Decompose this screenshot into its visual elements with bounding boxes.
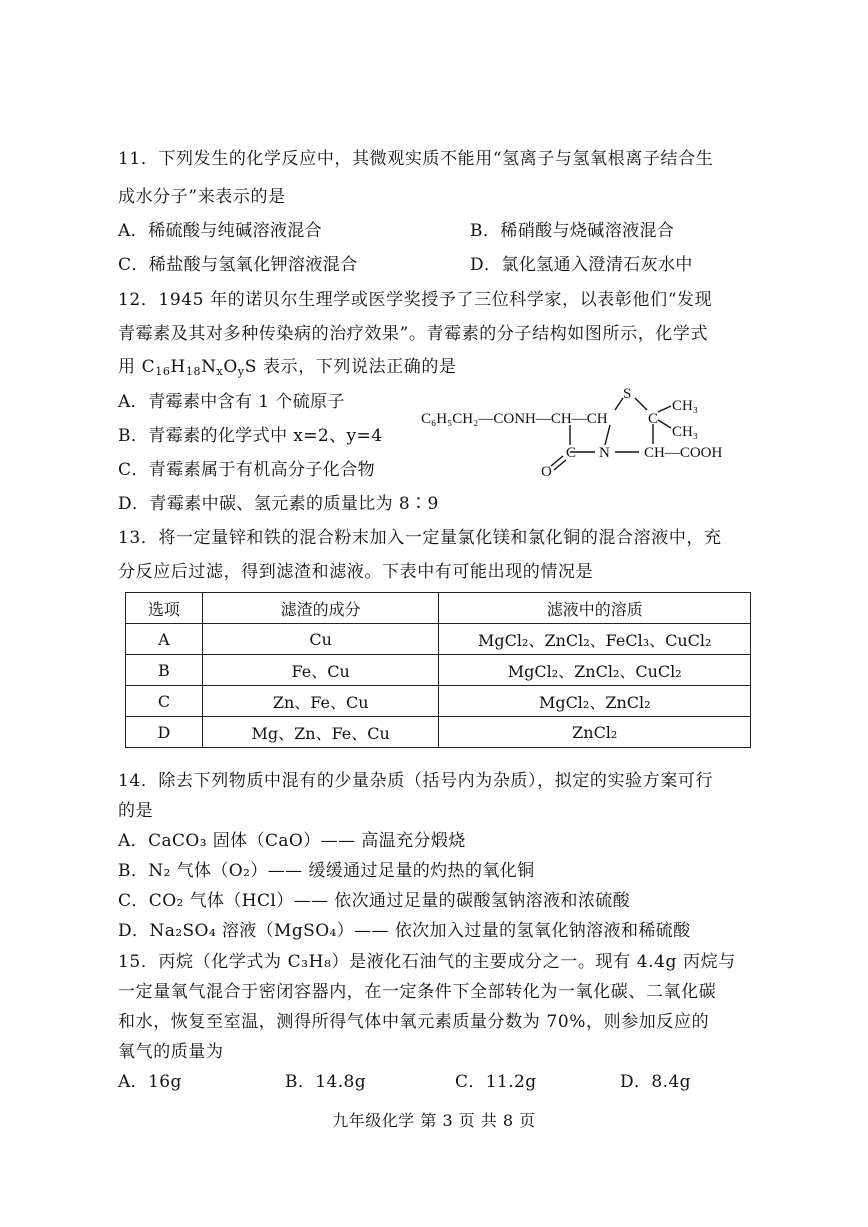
q11-option-a: A．稀硫酸与纯碱溶液混合 bbox=[118, 221, 323, 241]
cell-filtrate: ZnCl₂ bbox=[439, 717, 751, 748]
q11-option-b: B．稀硝酸与烧碱溶液混合 bbox=[470, 221, 675, 241]
header-option: 选项 bbox=[126, 593, 203, 624]
bond-s-c bbox=[635, 398, 647, 410]
table-row bbox=[126, 686, 751, 717]
q11-stem-line2: 成水分子”来表示的是 bbox=[118, 187, 286, 207]
q11-option-c: C．稀盐酸与氢氧化钾溶液混合 bbox=[118, 255, 358, 275]
q12-stem-line1: 12．1945 年的诺贝尔生理学或医学奖授予了三位科学家，以表彰他们“发现 bbox=[118, 290, 713, 310]
cell-option: B bbox=[126, 655, 203, 686]
q13-stem-line2: 分反应后过滤，得到滤渣和滤液。下表中有可能出现的情况是 bbox=[118, 562, 594, 582]
bond-ch-n bbox=[605, 425, 610, 445]
nitrogen-label: N bbox=[599, 445, 610, 461]
q14-option-d: D．Na₂SO₄ 溶液（MgSO₄）—— 依次加入过量的氢氧化钠溶液和稀硫酸 bbox=[118, 921, 691, 941]
table-header-row bbox=[126, 593, 751, 624]
side-chain-label: C₆H₅CH₂—CONH—CH—CH bbox=[421, 411, 608, 427]
q15-stem-line1: 15．丙烷（化学式为 C₃H₈）是液化石油气的主要成分之一。现有 4.4g 丙烷与 bbox=[118, 952, 736, 972]
q14-stem-line2: 的是 bbox=[118, 801, 154, 821]
penicillin-formula: $C_{16}H_{18}N_xO_yS$ bbox=[141, 357, 257, 378]
cell-residue: Mg、Zn、Fe、Cu bbox=[202, 717, 439, 748]
cell-option: C bbox=[126, 686, 203, 717]
q13-stem-line1: 13．将一定量锌和铁的混合粉末加入一定量氯化镁和氯化铜的混合溶液中，充 bbox=[118, 528, 722, 548]
cell-residue: Fe、Cu bbox=[202, 655, 439, 686]
table-row bbox=[126, 717, 751, 748]
cell-filtrate: MgCl₂、ZnCl₂、FeCl₃、CuCl₂ bbox=[439, 624, 751, 655]
q15-stem-line2: 一定量氧气混合于密闭容器内，在一定条件下全部转化为一氧化碳、二氧化碳 bbox=[118, 982, 717, 1002]
cell-residue: Zn、Fe、Cu bbox=[202, 686, 439, 717]
header-filtrate: 滤液中的溶质 bbox=[439, 593, 751, 624]
q14-option-c: C．CO₂ 气体（HCl）—— 依次通过足量的碳酸氢钠溶液和浓硫酸 bbox=[118, 891, 631, 911]
table-row bbox=[126, 655, 751, 686]
q15-option-a: A．16g bbox=[118, 1072, 182, 1092]
bond-c-ch3-top bbox=[658, 406, 671, 412]
q14-option-b: B．N₂ 气体（O₂）—— 缓缓通过足量的灼热的氧化铜 bbox=[118, 861, 535, 881]
ring-carbon-label: C bbox=[648, 411, 659, 427]
bond-c-ch3-bottom bbox=[658, 420, 671, 428]
penicillin-structure-diagram bbox=[415, 388, 745, 488]
q11-stem-line1: 11．下列发生的化学反应中，其微观实质不能用“氢离子与氢氧根离子结合生 bbox=[118, 149, 714, 169]
q12-stem-line2: 青霉素及其对多种传染病的治疗效果”。青霉素的分子结构如图所示，化学式 bbox=[118, 324, 709, 344]
methyl-bottom-label: CH₃ bbox=[672, 424, 699, 440]
cell-option: D bbox=[126, 717, 203, 748]
q12-stem-line3: 用 $C_{16}H_{18}N_xO_yS$ 表示，下列说法正确的是 bbox=[118, 357, 457, 378]
cell-filtrate: MgCl₂、ZnCl₂、CuCl₂ bbox=[439, 655, 751, 686]
q13-options-table bbox=[125, 592, 751, 748]
q12-option-d: D．青霉素中碳、氢元素的质量比为 8∶9 bbox=[118, 494, 439, 514]
bond-ch-s bbox=[615, 398, 623, 410]
q15-option-d: D．8.4g bbox=[620, 1072, 691, 1092]
carbonyl-carbon-label: C bbox=[566, 445, 577, 461]
table-row bbox=[126, 624, 751, 655]
q15-stem-line4: 氧气的质量为 bbox=[118, 1042, 224, 1062]
cell-residue: Cu bbox=[202, 624, 439, 655]
q11-option-d: D．氯化氢通入澄清石灰水中 bbox=[470, 255, 693, 275]
q12-option-c: C．青霉素属于有机高分子化合物 bbox=[118, 460, 376, 480]
q14-stem-line1: 14．除去下列物质中混有的少量杂质（括号内为杂质），拟定的实验方案可行 bbox=[118, 771, 714, 791]
page-footer: 九年级化学 第 3 页 共 8 页 bbox=[332, 1111, 536, 1130]
cell-filtrate: MgCl₂、ZnCl₂ bbox=[439, 686, 751, 717]
q15-option-c: C．11.2g bbox=[455, 1072, 537, 1092]
q12-option-a: A．青霉素中含有 1 个硫原子 bbox=[118, 392, 345, 412]
methyl-top-label: CH₃ bbox=[672, 398, 699, 414]
q15-stem-line3: 和水，恢复至室温，测得所得气体中氧元素质量分数为 70%，则参加反应的 bbox=[118, 1012, 710, 1032]
header-residue: 滤渣的成分 bbox=[202, 593, 439, 624]
cell-option: A bbox=[126, 624, 203, 655]
q15-option-b: B．14.8g bbox=[285, 1072, 367, 1092]
q12-option-b: B．青霉素的化学式中 x=2、y=4 bbox=[118, 426, 383, 446]
sulfur-label: S bbox=[623, 388, 632, 402]
q14-option-a: A．CaCO₃ 固体（CaO）—— 高温充分煅烧 bbox=[118, 831, 466, 851]
oxygen-label: O bbox=[541, 464, 552, 480]
carboxyl-label: CH—COOH bbox=[644, 445, 723, 461]
